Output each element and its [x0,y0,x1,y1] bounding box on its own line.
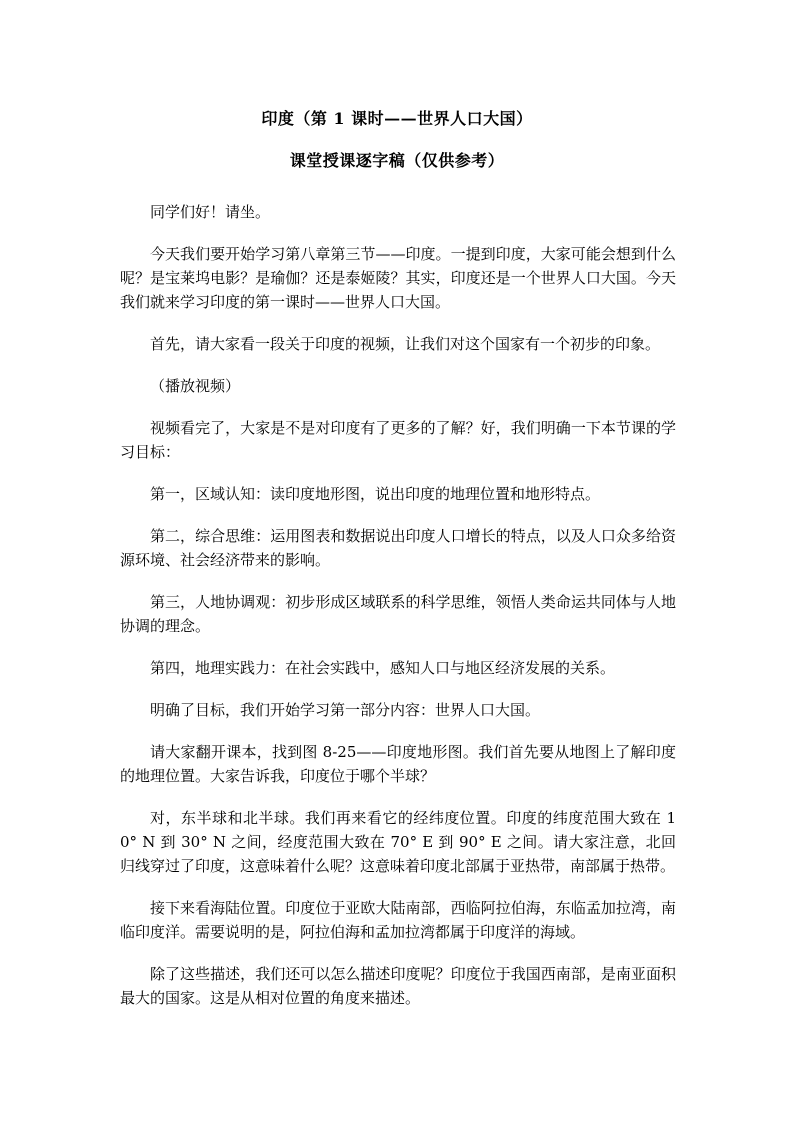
paragraph-goal-2: 第二，综合思维：运用图表和数据说出印度人口增长的特点，以及人口众多给资源环境、社会经济带来的影响。 [120,527,676,569]
paragraph-latitude-longitude: 对，东半球和北半球。我们再来看它的经纬度位置。印度的纬度范围大致在 10° N 到 30° N 之间，经度范围大致在 70° E 到 90° E 之间。请大家注意，北回归线穿过了印度，这意味着什么呢？这意味着印度北部属于亚热带，南部属于热带。 [120,809,676,875]
document-title: 印度（第 1 课时——世界人口大国） [261,109,533,128]
paragraph-goal-3: 第三，人地协调观：初步形成区域联系的科学思维，领悟人类命运共同体与人地协调的理念。 [120,593,676,635]
paragraph-introduction: 今天我们要开始学习第八章第三节——印度。一提到印度，大家可能会想到什么呢？是宝莱坞电影？是瑜伽？还是泰姬陵？其实，印度还是一个世界人口大国。今天我们就来学习印度的第一课时——世界人口大国。 [120,245,676,311]
paragraph-sea-land-position: 接下来看海陆位置。印度位于亚欧大陆南部，西临阿拉伯海，东临孟加拉湾，南临印度洋。需要说明的是，阿拉伯海和孟加拉湾都属于印度洋的海域。 [120,899,676,941]
paragraph-video-intro: 首先，请大家看一段关于印度的视频，让我们对这个国家有一个初步的印象。 [150,335,661,353]
paragraph-part-one: 明确了目标，我们开始学习第一部分内容：世界人口大国。 [150,701,541,719]
paragraph-relative-position: 除了这些描述，我们还可以怎么描述印度呢？印度位于我国西南部，是南亚面积最大的国家。这是从相对位置的角度来描述。 [120,965,676,1007]
document-subtitle: 课堂授课逐字稿（仅供参考） [289,151,505,170]
paragraph-goal-1: 第一，区域认知：读印度地形图，说出印度的地理位置和地形特点。 [150,485,601,503]
paragraph-play-video: （播放视频） [150,377,241,395]
paragraph-map-question: 请大家翻开课本，找到图 8-25——印度地形图。我们首先要从地图上了解印度的地理位置。大家告诉我，印度位于哪个半球？ [120,743,676,785]
paragraph-greeting: 同学们好！请坐。 [150,203,271,221]
paragraph-goal-4: 第四，地理实践力：在社会实践中，感知人口与地区经济发展的关系。 [150,659,616,677]
document-body [120,200,676,1028]
paragraph-learning-goals: 视频看完了，大家是不是对印度有了更多的了解？好，我们明确一下本节课的学习目标： [120,419,676,461]
